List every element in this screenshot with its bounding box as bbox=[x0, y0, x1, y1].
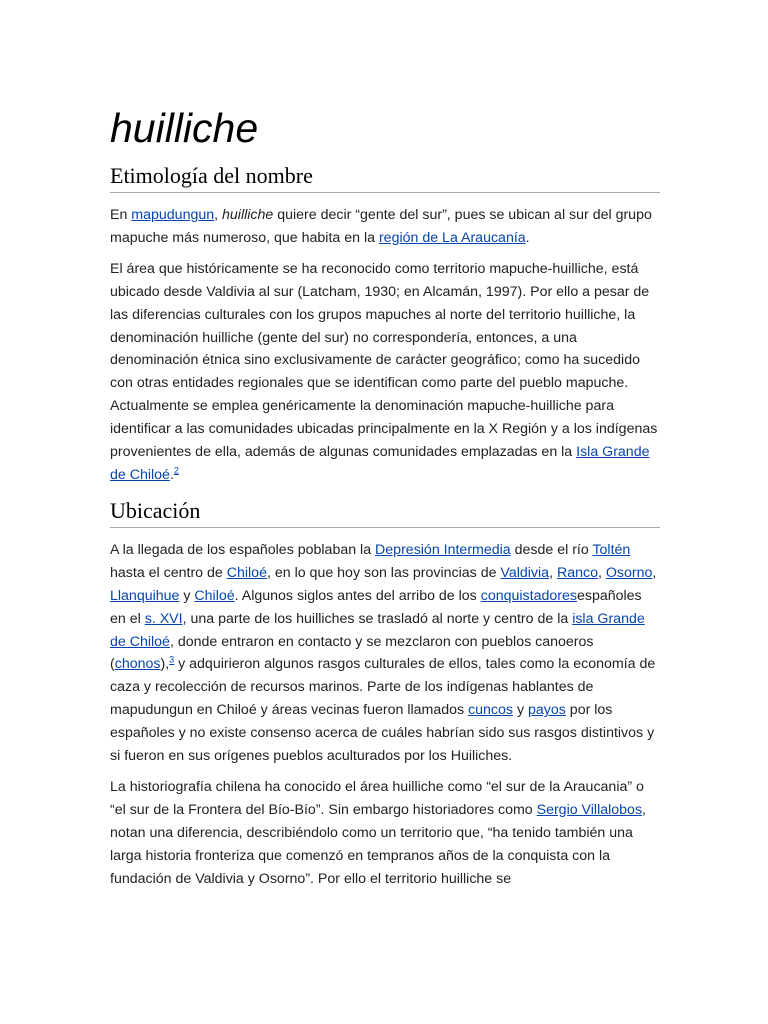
link-valdivia[interactable]: Valdivia bbox=[500, 564, 550, 581]
link-tolten[interactable]: Toltén bbox=[592, 541, 631, 558]
document-page bbox=[110, 100, 660, 890]
link-osorno[interactable]: Osorno bbox=[605, 564, 653, 581]
paragraph-etimologia-1: En mapudungun, huilliche quiere decir “gente del sur”, pues se ubican al sur del grupo mapuche más numeroso, que habita en la región de La Araucanía. bbox=[110, 207, 652, 246]
link-isla-grande-chiloe[interactable]: Isla Grande de Chiloé bbox=[110, 444, 650, 483]
section-heading-etimologia: Etimología del nombre bbox=[110, 162, 660, 193]
paragraph-ubicacion-2: La historiografía chilena ha conocido el área huilliche como “el sur de la Araucania” o “el sur de la Frontera del Bío-Bío”. Sin embargo historiadores como Sergio Villalobos, notan una diferencia, describiéndolo como un territorio que, “ha tenido también una larga historia fronteriza que comenzó en tempranos años de la conquista con la fundación de Valdivia y Osorno”. Por ello el territorio huilliche se bbox=[110, 778, 646, 887]
link-depresion-intermedia[interactable]: Depresión Intermedia bbox=[375, 541, 511, 558]
link-ranco[interactable]: Ranco bbox=[556, 564, 598, 581]
link-chiloe[interactable]: Chiloé bbox=[226, 564, 267, 581]
link-sergio-villalobos[interactable]: Sergio Villalobos bbox=[536, 801, 643, 818]
term-huilliche: huilliche bbox=[222, 207, 274, 223]
link-mapudungun[interactable]: mapudungun bbox=[131, 207, 215, 223]
link-cuncos[interactable]: cuncos bbox=[468, 702, 514, 719]
section-heading-ubicacion: Ubicación bbox=[110, 497, 660, 528]
paragraph-ubicacion-1: A la llegada de los españoles poblaban la Depresión Intermedia desde el río Toltén hasta el centro de Chiloé, en lo que hoy son las provincias de Valdivia, Ranco, Osorno, Llanquihue y Chiloé. Algunos siglos antes del arribo de los conquistadoresespañoles en el s. XVI, una parte de los huilliches se trasladó al norte y centro de la isla Grande de Chiloé, donde entraron en contacto y se mezclaron con pueblos canoeros (chonos),$^3$ y adquirieron algunos rasgos culturales de ellos, tales como la economía de caza y recolección de recursos marinos. Parte de los indígenas hablantes de mapudungun en Chiloé y áreas vecinas fueron llamados cuncos y payos por los españoles y no existe consenso acerca de cuáles habrían sido sus rasgos distintivos y si fueron en sus orígenes pueblos aculturados por los Huiliches. bbox=[110, 541, 657, 765]
page-title: huilliche bbox=[110, 105, 259, 151]
link-chonos[interactable]: chonos bbox=[114, 656, 161, 673]
link-siglo-xvi[interactable]: s. XVI bbox=[144, 610, 183, 627]
link-conquistadores[interactable]: conquistadores bbox=[480, 587, 577, 604]
link-llanquihue[interactable]: Llanquihue bbox=[110, 587, 180, 604]
link-payos[interactable]: payos bbox=[528, 702, 566, 719]
paragraph-etimologia-2: El área que históricamente se ha reconocido como territorio mapuche-huilliche, está ubicado desde Valdivia al sur (Latcham, 1930; en Alcamán, 1997). Por ello a pesar de las diferencias culturales con los grupos mapuches al norte del territorio huilliche, la denominación huilliche (gente del sur) no correspondería, entonces, a una denominación étnica sino exclusivamente de carácter geográfico; como ha sucedido con otras entidades regionales que se identifican como parte del pueblo mapuche. Actualmente se emplea genéricamente la denominación mapuche-huilliche para identificar a las comunidades ubicadas principalmente en la X Región y a los indígenas provenientes de ella, además de algunas comunidades emplazadas en la Isla Grande de Chiloé.$^2$ bbox=[110, 260, 658, 483]
link-region-araucania[interactable]: región de La Araucanía bbox=[378, 229, 526, 246]
link-chiloe-province[interactable]: Chiloé bbox=[194, 587, 235, 604]
reference-2[interactable]: 2 bbox=[173, 465, 179, 476]
reference-3[interactable]: 3 bbox=[169, 654, 175, 665]
link-isla-grande-de-chiloe[interactable]: isla Grande de Chiloé bbox=[110, 610, 645, 650]
